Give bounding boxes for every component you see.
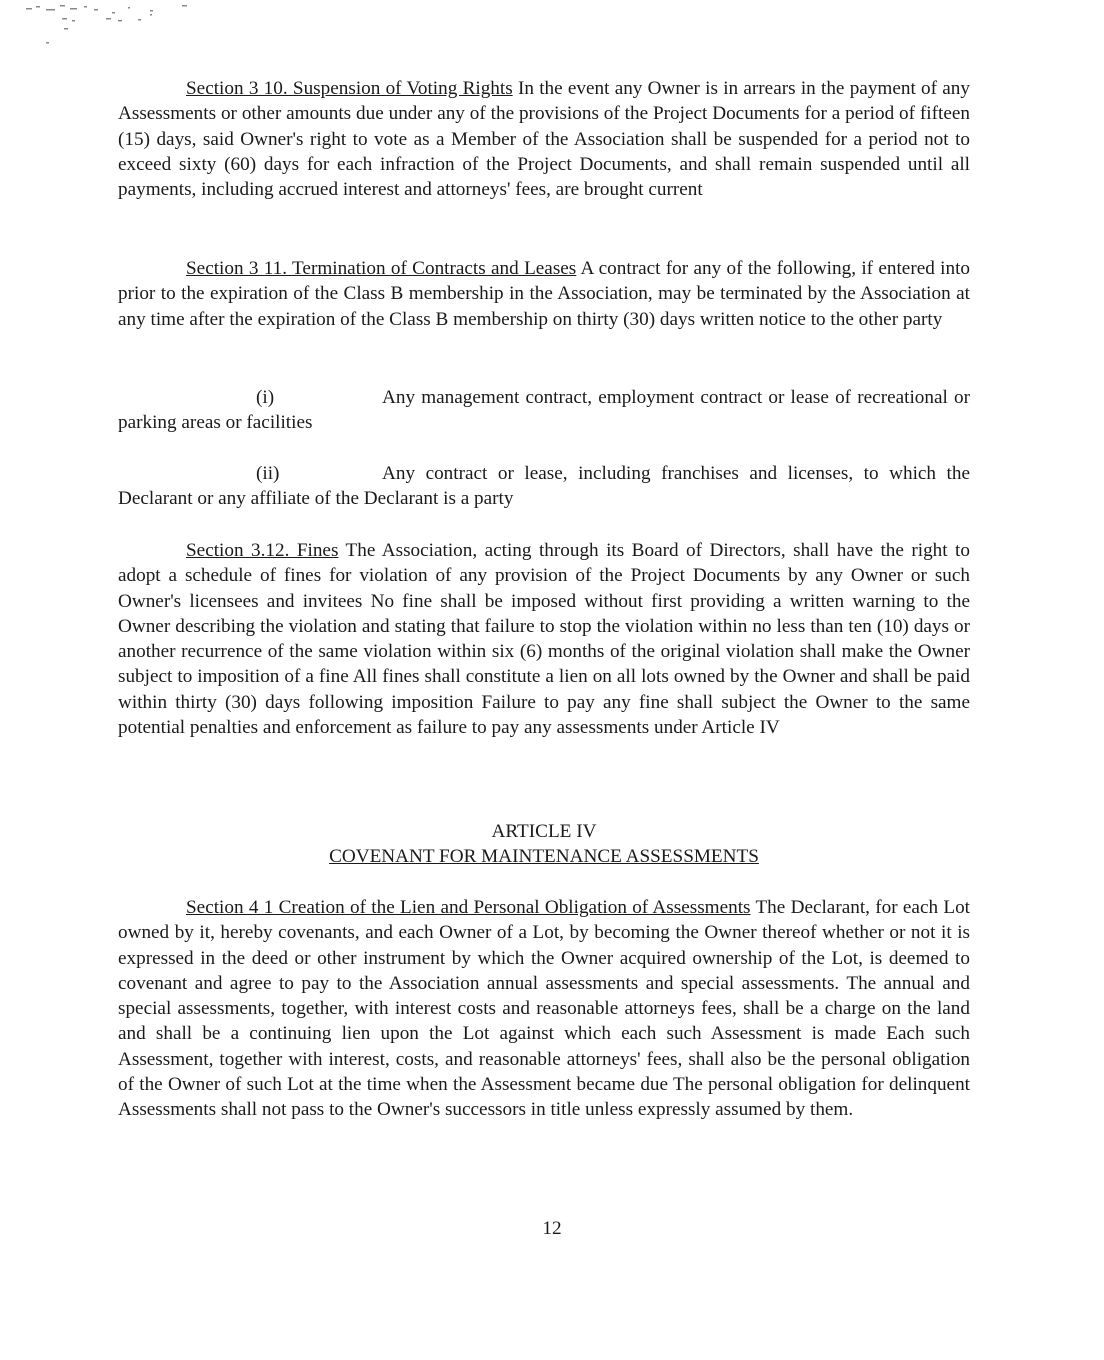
section-3-10 — [118, 76, 970, 202]
section-3-12 — [118, 538, 970, 740]
article-title: ARTICLE IV — [491, 821, 597, 842]
item-i-number: (i) — [256, 387, 275, 408]
article-subtitle: COVENANT FOR MAINTENANCE ASSESSMENTS — [329, 846, 759, 867]
scan-noise-specks — [22, 2, 202, 48]
page-number: 12 — [542, 1218, 562, 1239]
section-3-12-heading: Section 3.12. Fines — [186, 540, 339, 561]
section-3-10-heading: Section 3 10. Suspension of Voting Rights — [186, 78, 513, 99]
section-3-12-body: The Association, acting through its Board of Directors, shall have the right to adopt a schedule of fines for violation of any provision of the Project Documents by any Owner or such Owner's licensees and invitees No fine shall be imposed without first providing a written warning to the Owner describing the violation and stating that failure to stop the violation within no less than ten (10) days or another recurrence of the same violation within six (6) months of the original violation shall make the Owner subject to imposition of a fine All fines shall constitute a lien on all lots owned by the Owner and shall be paid within thirty (30) days following imposition Failure to pay any fine shall subject the Owner to the same potential penalties and enforcement as failure to pay any assessments under Article IV — [118, 540, 970, 739]
section-4-1-heading: Section 4 1 Creation of the Lien and Personal Obligation of Assessments — [186, 897, 751, 918]
item-i-text: Any management contract, employment contract or lease of recreational or parking areas or facilities — [118, 387, 970, 434]
section-3-11-item-ii — [118, 461, 970, 512]
section-3-11-heading: Section 3 11. Termination of Contracts and Leases — [186, 258, 577, 279]
item-ii-text: Any contract or lease, including franchises and licenses, to which the Declarant or any affiliate of the Declarant is a party — [118, 463, 970, 510]
section-3-11-item-i — [118, 385, 970, 436]
section-4-1 — [118, 895, 970, 1123]
section-3-11 — [118, 256, 970, 332]
item-ii-number: (ii) — [256, 463, 280, 484]
section-3-10-body: In the event any Owner is in arrears in the payment of any Assessments or other amounts due under any of the provisions of the Project Documents for a period of fifteen (15) days, said Owner's right to vote as a Member of the Association shall be suspended for a period not to exceed sixty (60) days for each infraction of the Project Documents, and shall remain suspended until all payments, including accrued interest and attorneys' fees, are brought current — [118, 78, 970, 201]
section-3-11-body: A contract for any of the following, if entered into prior to the expiration of the Class B membership in the Association, may be terminated by the Association at any time after the expiration of the Class B membership on thirty (30) days written notice to the other party — [118, 258, 970, 330]
section-4-1-body: The Declarant, for each Lot owned by it, hereby covenants, and each Owner of a Lot, by becoming the Owner thereof whether or not it is expressed in the deed or other instrument by which the Owner acquired ownership of the Lot, is deemed to covenant and agree to pay to the Association annual assessments and special assessments. The annual and special assessments, together, with interest costs and reasonable attorneys fees, shall be a charge on the land and shall be a continuing lien upon the Lot against which each such Assessment is made Each such Assessment, together with interest, costs, and reasonable attorneys' fees, shall also be the personal obligation of the Owner of such Lot at the time when the Assessment became due The personal obligation for delinquent Assessments shall not pass to the Owner's successors in title unless expressly assumed by them. — [118, 897, 971, 1121]
